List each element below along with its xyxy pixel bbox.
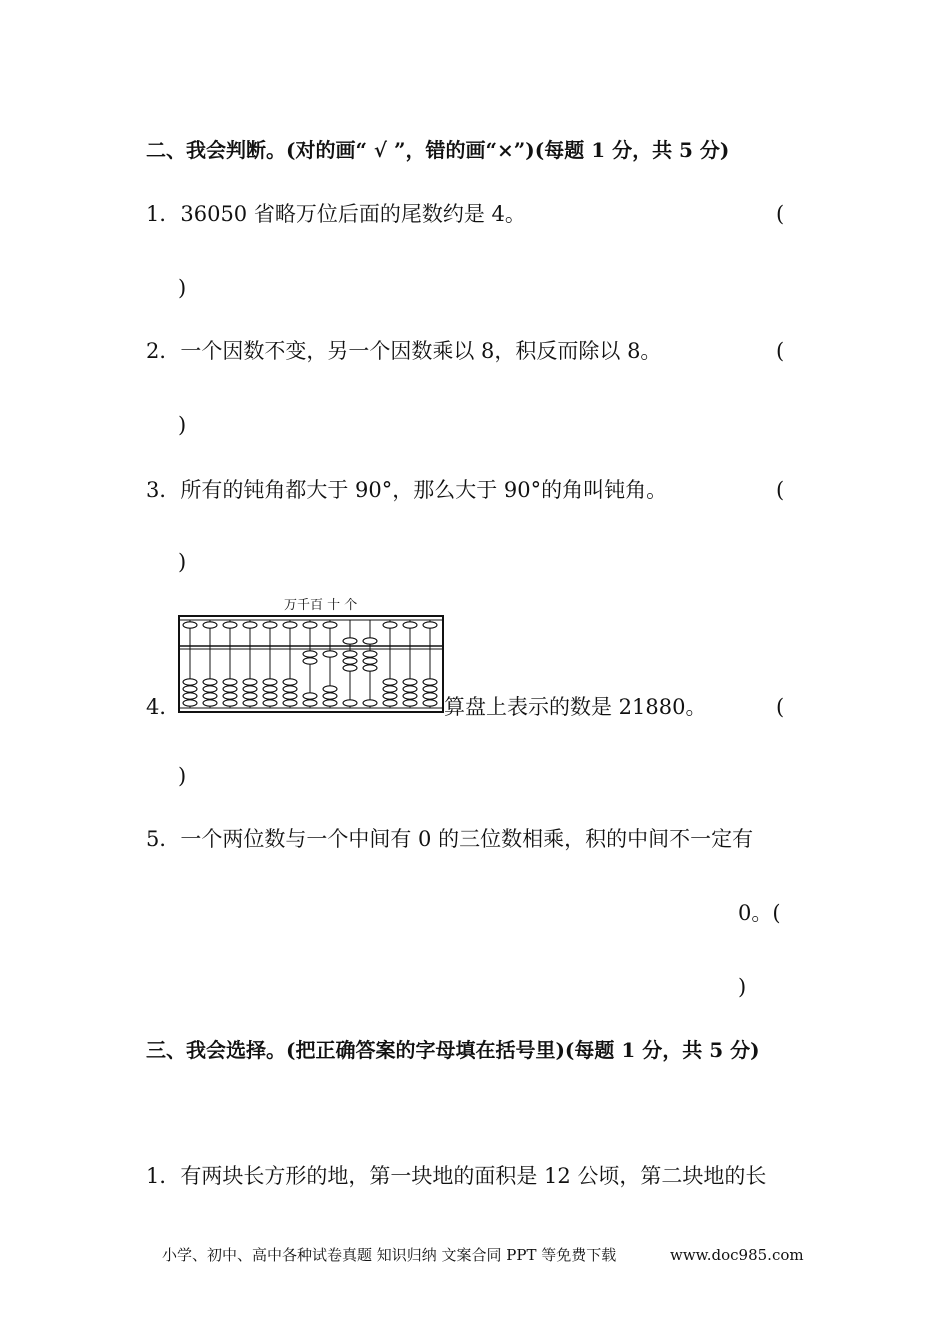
abacus-lower-bead (343, 665, 357, 671)
abacus-lower-bead (423, 686, 437, 692)
abacus-upper-bead (223, 622, 237, 628)
abacus-lower-bead (383, 679, 397, 685)
question-5-text: 5．一个两位数与一个中间有 0 的三位数相乘，积的中间不一定有 (146, 827, 754, 851)
abacus-lower-bead (303, 700, 317, 706)
abacus-lower-bead (203, 686, 217, 692)
abacus-lower-bead (203, 693, 217, 699)
question-4-text: 算盘上表示的数是 21880。 (444, 695, 707, 719)
question-1-bracket-close: ) (178, 276, 187, 300)
abacus-lower-bead (323, 651, 337, 657)
abacus-lower-bead (323, 693, 337, 699)
abacus-upper-bead (363, 638, 377, 644)
abacus-lower-bead (303, 693, 317, 699)
abacus-lower-bead (383, 686, 397, 692)
abacus-place-labels: 万千百 十 个 (284, 598, 358, 613)
section2-heading: 二、我会判断。(对的画“ √ ”，错的画“×”)(每题 1 分，共 5 分) (146, 138, 730, 162)
abacus-lower-bead (383, 693, 397, 699)
abacus-lower-bead (223, 679, 237, 685)
abacus-lower-bead (403, 693, 417, 699)
question-5-bracket-close: ) (738, 975, 747, 999)
abacus-lower-bead (423, 679, 437, 685)
abacus-upper-bead (243, 622, 257, 628)
abacus-lower-bead (283, 686, 297, 692)
abacus-upper-bead (303, 622, 317, 628)
question-5-continuation: 0。( (738, 901, 781, 925)
abacus-lower-bead (403, 679, 417, 685)
abacus-upper-bead (323, 622, 337, 628)
abacus-lower-bead (203, 679, 217, 685)
abacus-upper-bead (423, 622, 437, 628)
abacus-lower-bead (243, 700, 257, 706)
abacus-lower-bead (403, 686, 417, 692)
abacus-lower-bead (223, 693, 237, 699)
abacus-upper-bead (263, 622, 277, 628)
abacus-upper-bead (403, 622, 417, 628)
abacus-upper-bead (283, 622, 297, 628)
question-4-number: 4． (146, 695, 181, 719)
abacus-lower-bead (203, 700, 217, 706)
footer-left: 小学、初中、高中各种试卷真题 知识归纳 文案合同 PPT 等免费下载 (162, 1246, 617, 1264)
abacus-lower-bead (263, 679, 277, 685)
abacus-illustration (178, 596, 444, 714)
abacus-lower-bead (363, 658, 377, 664)
abacus-upper-bead (343, 638, 357, 644)
abacus-lower-bead (243, 693, 257, 699)
abacus-lower-bead (183, 679, 197, 685)
abacus-lower-bead (283, 700, 297, 706)
abacus-lower-bead (303, 658, 317, 664)
abacus-lower-bead (423, 700, 437, 706)
abacus-lower-bead (343, 658, 357, 664)
abacus-lower-bead (363, 651, 377, 657)
question-2-bracket-open: ( (776, 339, 785, 363)
abacus-lower-bead (243, 679, 257, 685)
abacus-lower-bead (303, 651, 317, 657)
abacus-lower-bead (263, 686, 277, 692)
question-3-text: 3．所有的钝角都大于 90°，那么大于 90°的角叫钝角。 (146, 478, 668, 502)
section3-question-1: 1．有两块长方形的地，第一块地的面积是 12 公顷，第二块地的长 (146, 1164, 767, 1188)
abacus-lower-bead (283, 693, 297, 699)
question-4-bracket-close: ) (178, 764, 187, 788)
abacus-lower-bead (263, 700, 277, 706)
question-3-bracket-close: ) (178, 550, 187, 574)
section3-heading: 三、我会选择。(把正确答案的字母填在括号里)(每题 1 分，共 5 分) (146, 1038, 760, 1062)
abacus-upper-bead (203, 622, 217, 628)
abacus-lower-bead (223, 686, 237, 692)
question-4-bracket-open: ( (776, 695, 785, 719)
abacus-lower-bead (343, 651, 357, 657)
abacus-lower-bead (183, 700, 197, 706)
question-2-bracket-close: ) (178, 413, 187, 437)
question-3-bracket-open: ( (776, 478, 785, 502)
abacus-lower-bead (323, 700, 337, 706)
abacus-lower-bead (363, 700, 377, 706)
abacus-lower-bead (223, 700, 237, 706)
abacus-upper-bead (183, 622, 197, 628)
question-1-bracket-open: ( (776, 202, 785, 226)
abacus-lower-bead (363, 665, 377, 671)
abacus-lower-bead (423, 693, 437, 699)
abacus-lower-bead (183, 686, 197, 692)
footer-url: www.doc985.com (670, 1246, 804, 1264)
abacus-upper-bead (383, 622, 397, 628)
abacus-lower-bead (183, 693, 197, 699)
abacus-lower-bead (263, 693, 277, 699)
abacus-lower-bead (343, 700, 357, 706)
abacus-lower-bead (403, 700, 417, 706)
abacus-lower-bead (323, 686, 337, 692)
abacus-lower-bead (243, 686, 257, 692)
question-1-text: 1．36050 省略万位后面的尾数约是 4。 (146, 202, 526, 226)
question-2-text: 2．一个因数不变，另一个因数乘以 8，积反而除以 8。 (146, 339, 662, 363)
abacus-lower-bead (383, 700, 397, 706)
abacus-lower-bead (283, 679, 297, 685)
